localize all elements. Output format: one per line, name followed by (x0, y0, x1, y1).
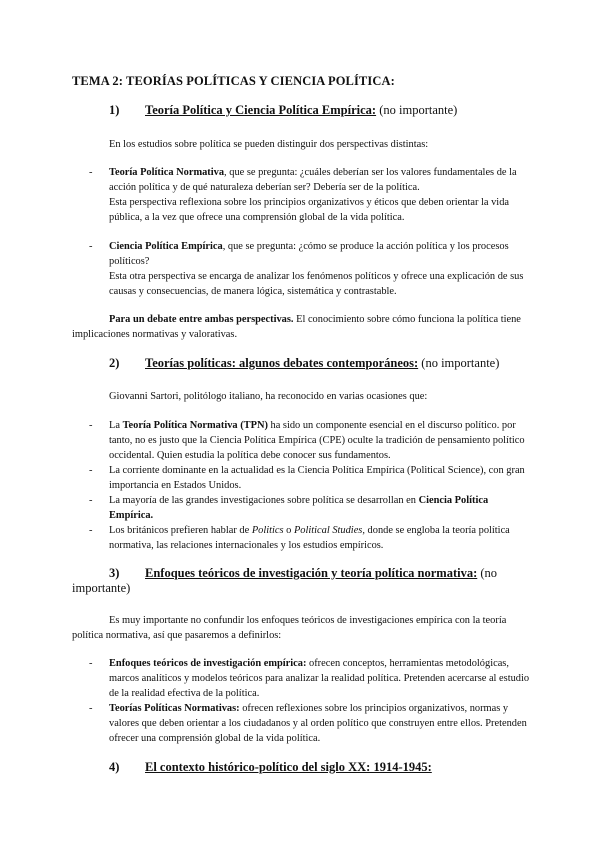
section-title: Teorías políticas: algunos debates contemporáneos: (145, 356, 419, 370)
term: Teoría Política Normativa (TPN) (122, 420, 268, 431)
item-text: La (109, 420, 123, 431)
term: Teorías Políticas Normativas: (109, 703, 240, 714)
term: Ciencia Política Empírica (109, 241, 223, 252)
section-note: (no importante) (421, 356, 500, 370)
bullet-dash: - (89, 495, 93, 506)
section-note: (no importante) (379, 103, 458, 117)
section-3-list (72, 656, 532, 746)
section-number: 4) (109, 760, 120, 774)
section-title: Teoría Política y Ciencia Política Empírica: (145, 103, 377, 117)
section-title: El contexto histórico-político del siglo XX: 1914-1945: (145, 760, 432, 774)
section-title: Enfoques teóricos de investigación y teoría política normativa: (145, 566, 478, 580)
section-number: 2) (109, 356, 120, 370)
item-text: , que se pregunta: ¿cuáles deberían ser los valores fundamentales de la acción política y de qué naturaleza deberían ser? Debería ser de la política. (109, 167, 517, 193)
item-text: ha sido un componente esencial en el discurso político. por tanto, no es justo que la Ciencia Política Empírica (CPE) oculte la tradición de pensamiento político occidental. Quien estudia la política debe conocer sus fundamentos. (109, 420, 525, 461)
item-text: Esta perspectiva reflexiona sobre los principios organizativos y éticos que deben orientar la vida pública, a la vez que ofrece una comprensión global de la vida política. (109, 197, 510, 223)
bullet-dash: - (89, 658, 93, 669)
section-number: 1) (109, 103, 120, 117)
bullet-dash: - (89, 167, 93, 178)
list-item (72, 165, 532, 225)
section-note: (no importante) (72, 566, 498, 595)
item-text: o (283, 525, 294, 536)
bullet-dash: - (89, 465, 93, 476)
section-3-heading (72, 566, 532, 596)
item-text: ofrecen conceptos, herramientas metodológicas, marcos analíticos y modelos teóricos para analizar la realidad política. Pretenden acercarse al estudio de la realidad efectiva de la política. (109, 658, 530, 699)
section-2-intro: Giovanni Sartori, politólogo italiano, ha reconocido en varias ocasiones que: (109, 391, 428, 402)
item-text: La mayoría de las grandes investigaciones sobre política se desarrollan en (109, 495, 419, 506)
list-item (72, 701, 532, 746)
list-item (72, 418, 532, 463)
section-1-intro: En los estudios sobre política se pueden distinguir dos perspectivas distintas: (109, 139, 429, 150)
term: Teoría Política Normativa (109, 167, 225, 178)
term: Ciencia Política Empírica. (109, 495, 489, 521)
document-title: TEMA 2: TEORÍAS POLÍTICAS Y CIENCIA POLÍTICA: (72, 74, 395, 88)
bullet-dash: - (89, 703, 93, 714)
section-4-heading (72, 760, 532, 775)
item-text: Los británicos prefieren hablar de (109, 525, 252, 536)
item-text: Esta otra perspectiva se encarga de analizar los fenómenos políticos y ofrece una explicación de sus causas y consecuencias, de manera lógica, sistemática y contrastable. (109, 271, 524, 297)
italic-term: Politics (251, 525, 284, 536)
list-item (72, 493, 532, 523)
section-1-list-2 (72, 239, 532, 299)
bullet-dash: - (89, 525, 93, 536)
list-item (72, 523, 532, 553)
item-text: donde se engloba la teoría política normativa, las relaciones internacionales y los estudios empíricos. (109, 525, 510, 551)
list-item (72, 463, 532, 493)
item-text: La corriente dominante en la actualidad es la Ciencia Política Empírica (Political Science), con gran importancia en Estados Unidos. (109, 465, 525, 491)
bullet-dash: - (89, 241, 93, 252)
section-1-debate (72, 312, 532, 342)
section-number: 3) (109, 566, 120, 580)
section-1-heading (72, 103, 532, 118)
section-2-heading (72, 356, 532, 371)
section-3-intro: Es muy importante no confundir los enfoques teóricos de investigaciones empírica con la teoría política normativa, así que pasaremos a definirlos: (72, 615, 507, 641)
bullet-dash: - (89, 420, 93, 431)
item-text: ofrecen reflexiones sobre los principios organizativos, normas y valores que deben orientar a los ciudadanos y al orden político que construyen entre ellos. Pretenden ofrecer una comprensión global de la vida política. (109, 703, 527, 744)
debate-text: El conocimiento sobre cómo funciona la política tiene implicaciones normativas y valorativas. (72, 314, 521, 340)
italic-term: Political Studies, (293, 525, 365, 536)
term: Enfoques teóricos de investigación empírica: (109, 658, 307, 669)
section-2-list (72, 418, 532, 553)
section-1-list (72, 165, 532, 225)
item-text: , que se pregunta: ¿cómo se produce la acción política y los procesos políticos? (109, 241, 509, 267)
list-item (72, 239, 532, 299)
list-item (72, 656, 532, 701)
debate-lead: Para un debate entre ambas perspectivas. (109, 314, 294, 325)
